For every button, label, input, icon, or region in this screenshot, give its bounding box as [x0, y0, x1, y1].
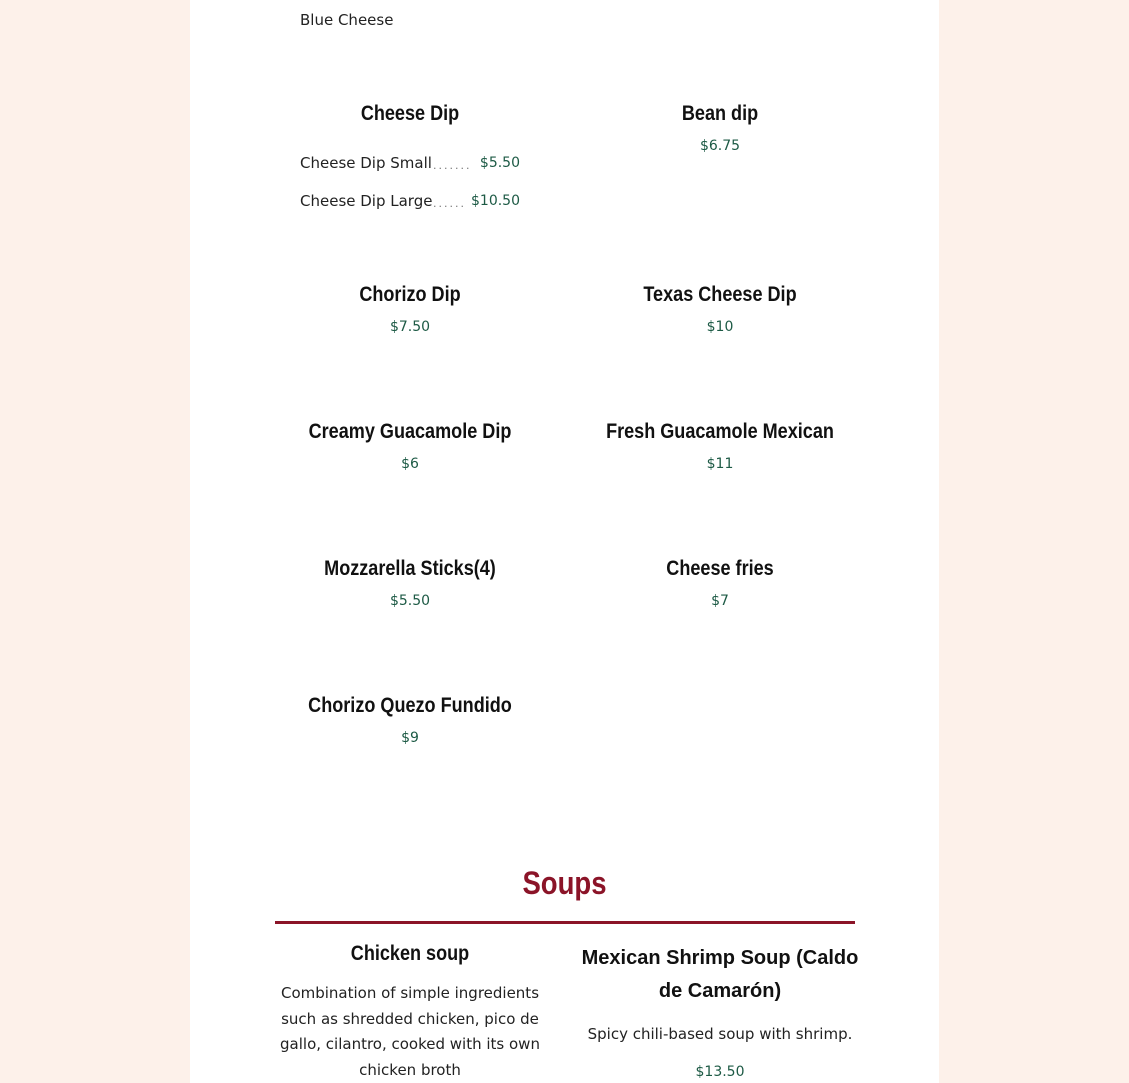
- option-row-cheese-dip-large: [300, 192, 520, 214]
- item-price: $9: [401, 730, 419, 746]
- menu-item-texas-cheese-dip: [570, 283, 870, 335]
- item-title: Creamy Guacamole Dip: [308, 420, 512, 443]
- item-description: Spicy chili-based soup with shrimp.: [587, 1025, 853, 1043]
- menu-item-mozzarella-sticks: [260, 557, 560, 609]
- item-price: $5.50: [389, 593, 431, 609]
- menu-item-blue-cheese: Blue Cheese: [300, 11, 394, 29]
- option-name: Cheese Dip Large: [300, 192, 433, 210]
- item-title: Chorizo Quezo Fundido: [308, 694, 512, 717]
- menu-item-chicken-soup: [275, 942, 545, 1083]
- menu-item-creamy-guacamole-dip: [260, 420, 560, 472]
- option-row-cheese-dip-small: [300, 154, 520, 176]
- item-title: Bean dip: [681, 102, 759, 125]
- leader-dots: .......: [433, 159, 472, 172]
- item-title: Mozzarella Sticks(4): [324, 557, 496, 580]
- option-name: Cheese Dip Small: [300, 154, 432, 172]
- item-price: $10: [706, 319, 734, 335]
- section-divider: [275, 921, 855, 924]
- item-title: Cheese Dip: [360, 102, 460, 125]
- item-price: $11: [706, 456, 734, 472]
- item-title: Cheese fries: [666, 557, 774, 580]
- option-price: $10.50: [471, 193, 520, 209]
- item-title: Texas Cheese Dip: [643, 283, 797, 306]
- item-title: Chicken soup: [350, 942, 470, 965]
- menu-item-fresh-guacamole: [570, 420, 870, 472]
- item-price: $7.50: [389, 319, 431, 335]
- item-price: $7: [711, 593, 729, 609]
- section-title-soups: Soups: [522, 865, 607, 901]
- menu-item-mexican-shrimp-soup: [575, 942, 865, 1080]
- item-price: $13.50: [695, 1063, 745, 1080]
- item-title: Chorizo Dip: [359, 283, 461, 306]
- option-price: $5.50: [479, 155, 520, 171]
- leader-dots: ......: [433, 197, 466, 210]
- menu-page: [190, 0, 939, 1083]
- item-title: Mexican Shrimp Soup (Caldo de Camarón): [581, 947, 859, 1002]
- item-price: $6.75: [699, 138, 741, 154]
- menu-item-chorizo-quezo-fundido: [260, 694, 560, 746]
- menu-item-cheese-dip: [260, 102, 560, 126]
- menu-item-chorizo-dip: [260, 283, 560, 335]
- item-price: $6: [401, 456, 419, 472]
- item-title: Fresh Guacamole Mexican: [606, 420, 834, 443]
- menu-item-cheese-fries: [570, 557, 870, 609]
- menu-item-bean-dip: [570, 102, 870, 154]
- item-description: Combination of simple ingredients such as shredded chicken, pico de gallo, cilantro, cooked with its own chicken broth: [280, 984, 540, 1079]
